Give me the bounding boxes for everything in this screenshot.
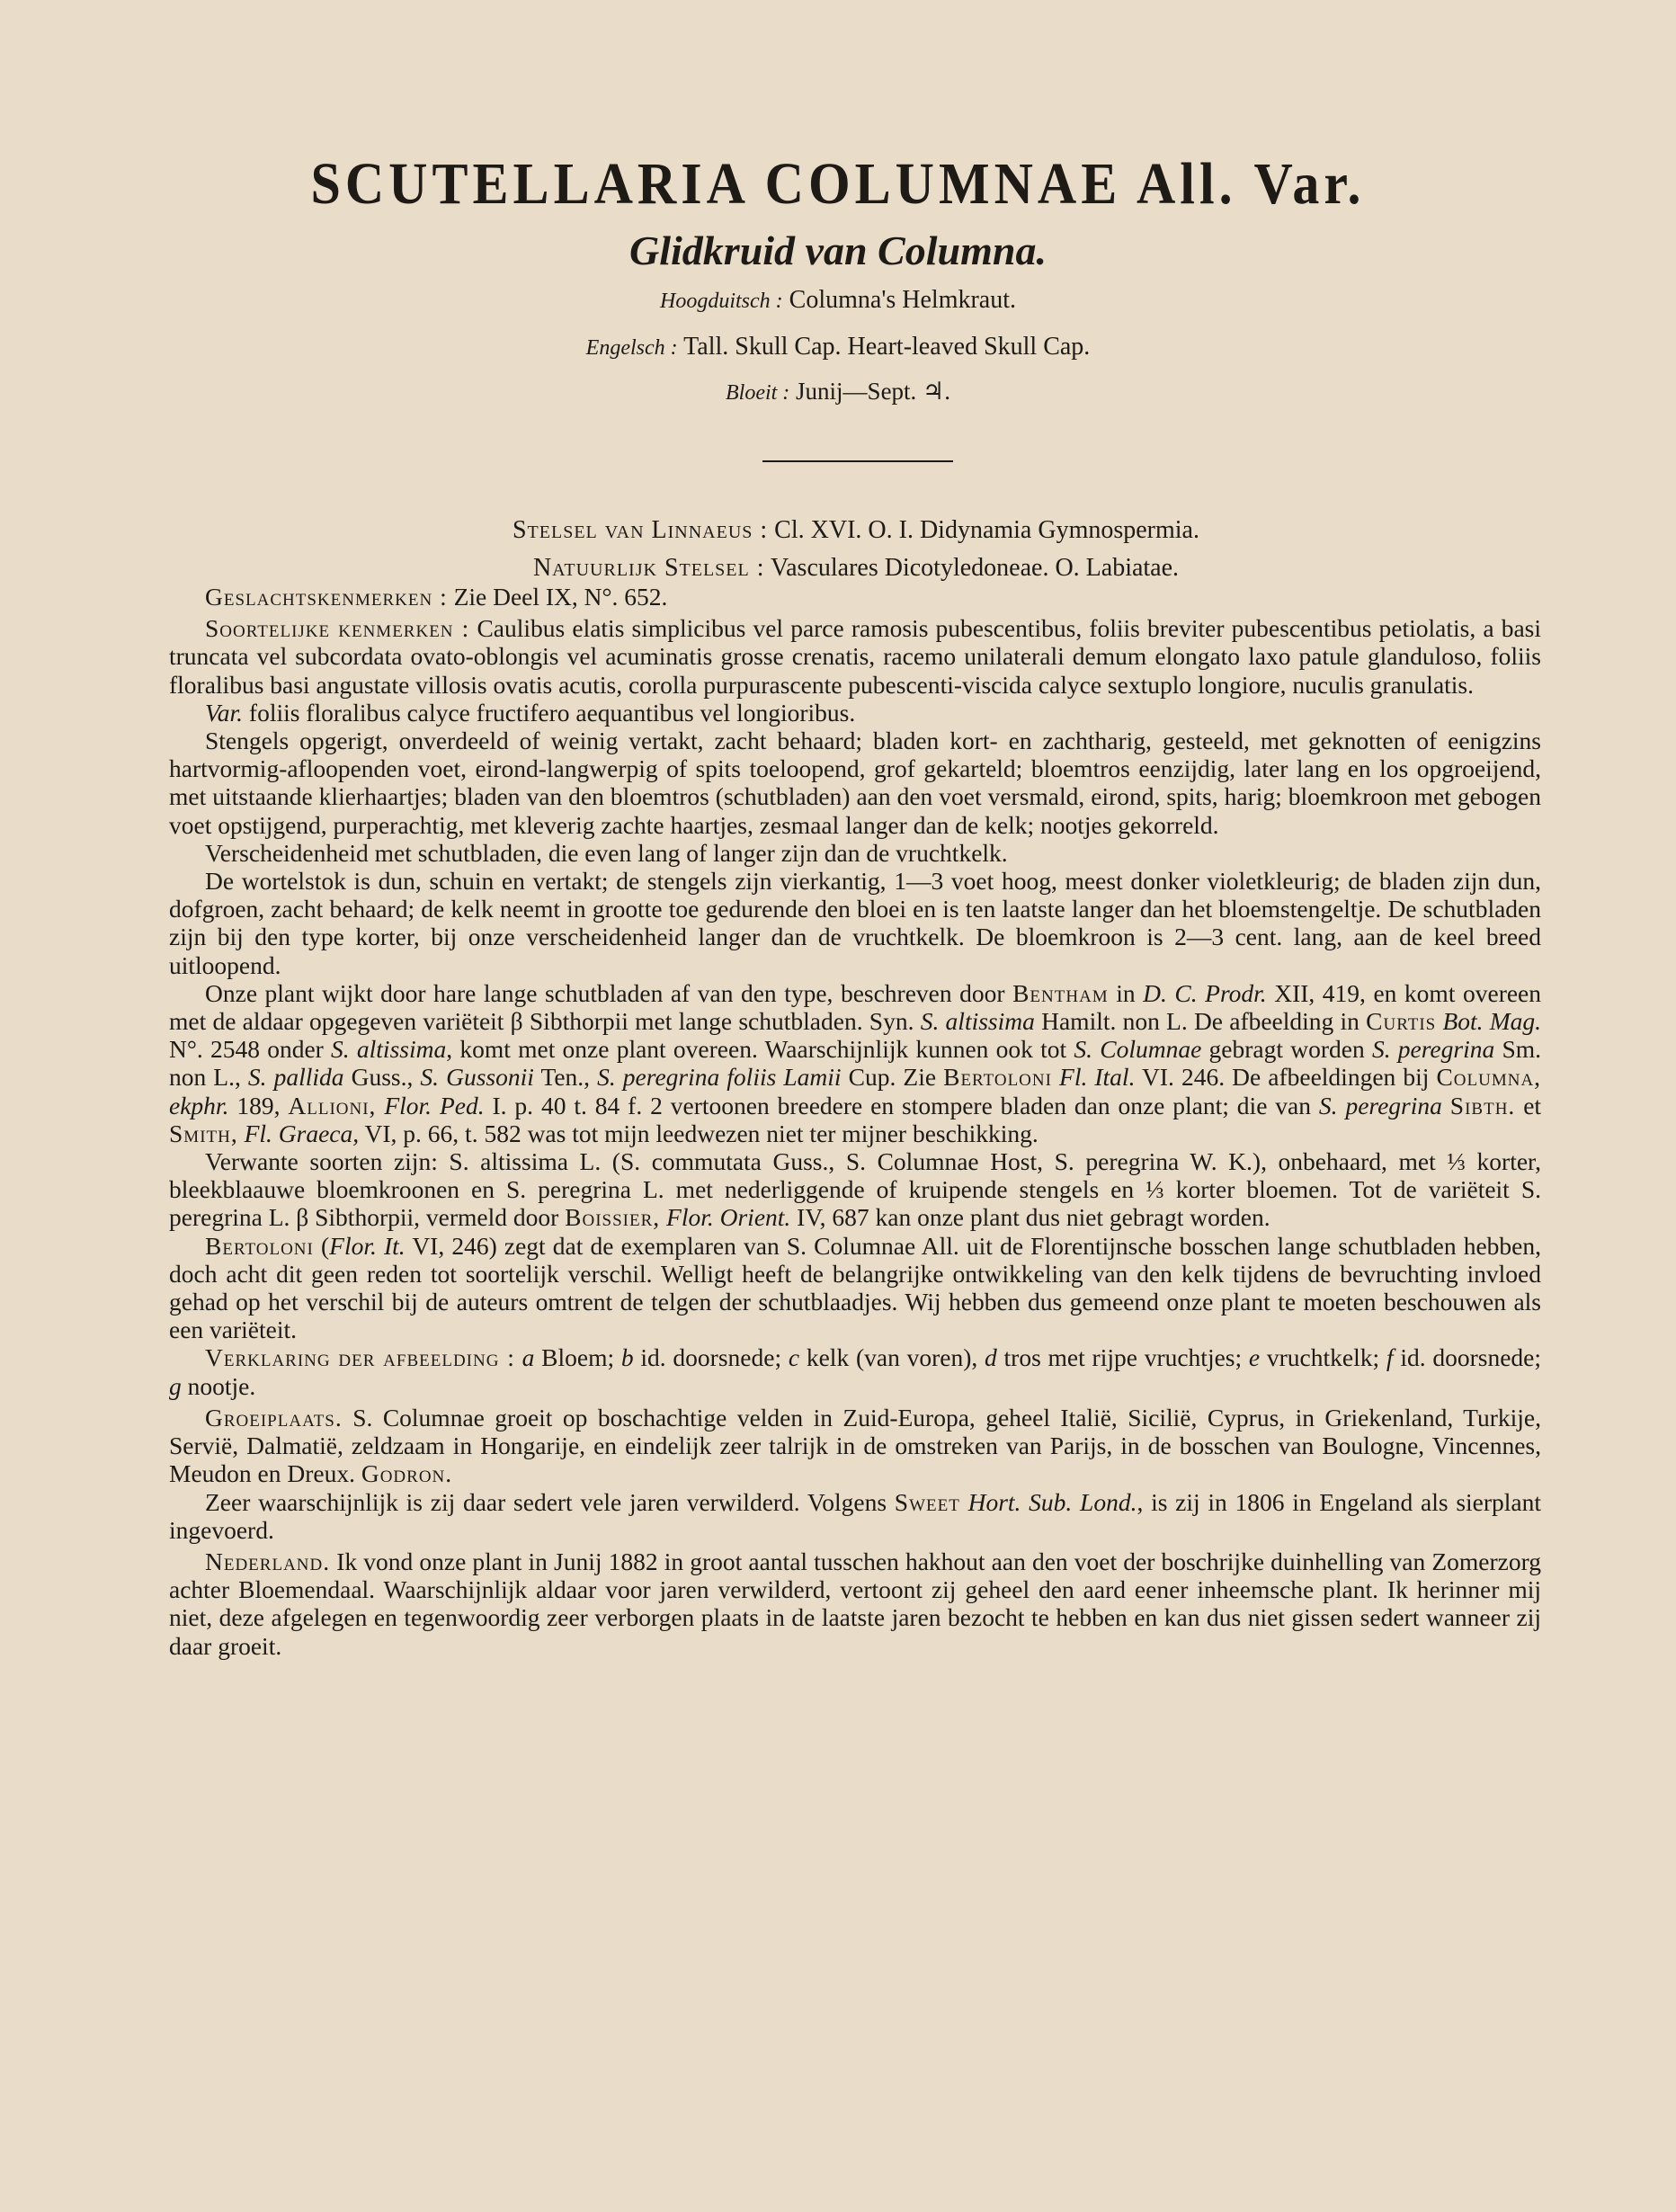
bloom-value: Junij—Sept. ♃. <box>796 378 951 405</box>
reference-title: Bot. Mag. <box>1442 1007 1542 1036</box>
figure-letter: c <box>788 1343 800 1372</box>
text-run: Zeer waarschijnlijk is zij daar sedert vele jaren verwilderd. Volgens <box>205 1487 887 1516</box>
figure-letter: d <box>985 1343 997 1372</box>
related-species-paragraph <box>169 1147 1541 1232</box>
figure-letter: e <box>1248 1343 1261 1372</box>
variety-characters <box>169 699 1541 727</box>
english-name-line <box>0 333 1676 361</box>
text-run: VI. 246. De afbeeldingen bij <box>1142 1063 1430 1092</box>
author-name: Boissier, <box>565 1203 661 1232</box>
habitat-label: Groeiplaats. <box>205 1403 343 1432</box>
natural-system-line <box>0 554 1676 583</box>
author-name: Curtis <box>1366 1007 1437 1036</box>
figure-letter: b <box>620 1343 634 1372</box>
text-run: gebragt worden <box>1208 1035 1365 1064</box>
text-run: IV, 687 kan onze plant dus niet gebragt worden. <box>797 1203 1270 1232</box>
text-run: , is zij in 1806 in Engeland als sierplant ingevoerd. <box>169 1487 1542 1544</box>
text-run: Cup. Zie <box>848 1063 937 1092</box>
author-name: Sweet <box>894 1487 960 1516</box>
reference-title: Flor. Orient. <box>666 1203 791 1232</box>
text-run: Sm. non L., <box>169 1035 1542 1092</box>
author-name: Godron. <box>361 1459 453 1488</box>
text-run: Ik vond onze plant in Junij 1882 in groot aantal tusschen hakhout aan den voet der boschrijke duinhelling van Zomerzorg achter Bloemendaal. Waarschijnlijk aldaar voor jaren verwilderd, vertoont zij geheel den aard eener inheemsche plant. Ik herinner mij niet, deze afgelegen en tegenwoordig zeer verborgen plaats in de laatste jaren bezocht te hebben en kan dus niet gissen sedert wanneer zij daar groeit. <box>169 1547 1542 1660</box>
linnaeus-label: Stelsel van Linnaeus : <box>512 516 769 544</box>
species-characters <box>169 614 1541 699</box>
author-name: Bentham <box>1012 978 1109 1007</box>
natural-label: Natuurlijk Stelsel : <box>532 554 765 582</box>
reference-title: Fl. Graeca, <box>244 1119 360 1147</box>
species-name: S. altissima <box>920 1007 1035 1036</box>
genus-text: Zie Deel IX, N°. 652. <box>453 583 668 611</box>
page-subtitle: Glidkruid van Columna. <box>629 227 1047 273</box>
figure-explanation-label: Verklaring der afbeelding : <box>205 1343 515 1372</box>
text-run: id. doorsnede; <box>1400 1343 1542 1372</box>
figure-letter: g <box>169 1371 182 1400</box>
species-text: Caulibus elatis simplicibus vel parce ramosis pubescentibus, foliis breviter pubescentibus petiolatis, a basi truncata vel subcordata ovato-oblongis vel acuminatis grosse crenatis, racemo unilaterali demum elongato laxo patule glanduloso, foliis floralibus basi angustate villosis ovatis acutis, corolla purpurascente pubescenti-viscida calyce sextuplo longiore, nuculis granulatis. <box>169 614 1542 699</box>
text-run: S. Columnae groeit op boschachtige velden in Zuid-Europa, geheel Italië, Sicilië, Cyprus, in Griekenland, Turkije, Servië, Dalmatië, zeldzaam in Hongarije, en eindelijk zeer talrijk in de omstreken van Parijs, in de bosschen van Boulogne, Vincennes, Meudon en Dreux. <box>169 1403 1542 1488</box>
text-run: et <box>1523 1091 1542 1119</box>
morphology-paragraph: De wortelstok is dun, schuin en vertakt; de stengels zijn vierkantig, 1—3 voet hoog, meest donker violetkleurig; de bladen zijn dun, dofgroen, zacht behaard; de kelk neemt in grootte toe gedurende den bloei en is ten laatste langer dan het bloemstengeltje. De schutbladen zijn bij den type korter, bij onze verscheidenheid langer dan de vruchtkelk. De bloemkroon is 2—3 cent. lang, aan de keel breed uitloopend. <box>169 867 1541 979</box>
species-name: S. pallida <box>247 1063 344 1092</box>
species-name: S. Columnae <box>1074 1035 1202 1064</box>
german-name-line <box>0 286 1676 315</box>
author-name: Bertoloni <box>205 1231 314 1260</box>
text-run: VI, p. 66, t. 582 was tot mijn leedwezen niet ter mijner beschikking. <box>364 1119 1039 1147</box>
text-run: Bloem; <box>541 1343 615 1372</box>
natural-value: Vasculares Dicotyledoneae. O. Labiatae. <box>771 554 1180 582</box>
habitat-paragraph <box>169 1404 1541 1488</box>
bloom-line <box>0 378 1676 406</box>
divider-rule <box>762 460 953 462</box>
linnaeus-system-line <box>0 516 1676 545</box>
text-run: XII, 419, en komt overeen met de aldaar opgegeven variëteit β Sibthorpii met lange schutbladen. Syn. <box>169 978 1542 1036</box>
figure-explanation <box>169 1343 1541 1399</box>
author-name: Bertoloni <box>943 1063 1052 1092</box>
reference-title: Flor. Ped. <box>384 1091 485 1119</box>
text-run: vruchtkelk; <box>1266 1343 1380 1372</box>
reference-title: Fl. Ital. <box>1059 1063 1136 1092</box>
text-run: N°. 2548 onder <box>169 1035 324 1064</box>
figure-letter: f <box>1386 1343 1394 1372</box>
reference-title: Flor. It. <box>329 1231 406 1260</box>
figure-letter: a <box>522 1343 535 1372</box>
species-name: S. peregrina <box>1318 1091 1442 1119</box>
text-run: tros met rijpe vruchtjes; <box>1003 1343 1243 1372</box>
text-run: id. doorsnede; <box>640 1343 782 1372</box>
text-run: VI, 246) zegt dat de exemplaren van S. Columnae All. uit de Florentijnsche bosschen lange schutbladen hebben, doch acht dit geen reden tot soortelijk verschil. Welligt heeft de belangrijke ontwikkeling van den kelk tijdens de bevruchting invloed gehad op het verschil bij de auteurs omtrent de telgen der schutblaadjes. Wij hebben dus gemeend onze plant te moeten beschouwen als een variëteit. <box>169 1231 1541 1344</box>
english-name: Tall. Skull Cap. Heart-leaved Skull Cap. <box>683 333 1091 361</box>
text-run: Guss., <box>351 1063 414 1092</box>
body-text <box>169 583 1541 1660</box>
page-title: SCUTELLARIA COLUMNAE All. Var. <box>310 150 1366 217</box>
text-run: Verwante soorten zijn: S. altissima L. (S. commutata Guss., S. Columnae Host, S. peregrina W. K.), onbehaard, met ⅓ korter, bleekblaauwe bloemkroonen en S. peregrina L. met nederliggende of kruipende stengels en ⅓ korter bloemen. Tot de variëteit S. peregrina L. β Sibthorpii, vermeld door <box>169 1147 1541 1232</box>
bloom-label: Bloeit : <box>725 381 790 405</box>
german-name: Columna's Helmkraut. <box>789 286 1016 314</box>
species-name: S. peregrina foliis Lamii <box>597 1063 842 1092</box>
variety-label: Var. <box>205 698 244 727</box>
text-run: I. p. 40 t. 84 f. 2 vertoonen breedere en stompere bladen dan onze plant; die van <box>492 1091 1312 1119</box>
reference-title: Hort. Sub. Lond. <box>967 1487 1137 1516</box>
netherlands-label: Nederland. <box>205 1547 331 1575</box>
species-name: S. peregrina <box>1371 1035 1495 1064</box>
bertoloni-paragraph: Bertoloni (Flor. It. VI, 246) zegt dat de exemplaren van S. Columnae All. uit de Florentijnsche bosschen lange schutbladen hebben, doch acht dit geen reden tot soortelijk verschil. Welligt heeft de belangrijke ontwikkeling van den kelk tijdens de bevruchting invloed gehad op het verschil bij de auteurs omtrent de telgen der schutblaadjes. Wij hebben dus gemeend onze plant te moeten beschouwen als een variëteit. <box>169 1231 1541 1344</box>
author-name: Sibth. <box>1449 1091 1516 1119</box>
text-run: , komt met onze plant overeen. Waarschijnlijk kunnen ook tot <box>446 1035 1067 1064</box>
species-name: S. Gussonii <box>420 1063 534 1092</box>
comparison-paragraph <box>169 979 1541 1147</box>
dutch-description: Stengels opgerigt, onverdeeld of weinig vertakt, zacht behaard; bladen kort- en zachtharig, gesteeld, met geknotten of eenigzins hartvormig-afloopenden voet, eirond-langwerpig of spits toeloopend, grof gekarteld; bloemtros eenzijdig, later lang en los opgroeijend, met uitstaande klierhaartjes; bladen van den bloemtros (schutbladen) aan den voet versmald, eirond, spits, harig; bloemkroon met gebogen voet opstijgend, purperachtig, met kleverig zachte haartjes, zesmaal langer dan de kelk; nootjes gekorreld. <box>169 727 1541 839</box>
naturalization-paragraph <box>169 1488 1541 1544</box>
text-run: Onze plant wijkt door hare lange schutbladen af van den type, beschreven door <box>205 978 1005 1007</box>
text-run: Ten., <box>540 1063 591 1092</box>
author-name: Smith, <box>169 1119 238 1147</box>
linnaeus-value: Cl. XVI. O. I. Didynamia Gymnospermia. <box>774 516 1199 544</box>
variety-text: foliis floralibus calyce fructifero aequantibus vel longioribus. <box>248 698 856 727</box>
variety-description: Verscheidenheid met schutbladen, die even lang of langer zijn dan de vruchtkelk. <box>205 838 1008 867</box>
reference-title: D. C. Prodr. <box>1143 978 1267 1007</box>
text-run: Hamilt. non L. De afbeelding in <box>1041 1007 1360 1036</box>
text-run: kelk (van voren), <box>806 1343 978 1372</box>
author-name: Allioni, <box>288 1091 377 1119</box>
genus-label: Geslachtskenmerken : <box>205 583 448 611</box>
author-name: Columna, <box>1436 1063 1542 1092</box>
species-name: S. altissima <box>331 1035 447 1064</box>
text-run: nootje. <box>187 1371 256 1400</box>
text-run: in <box>1116 978 1136 1007</box>
genus-characters <box>169 583 1541 611</box>
german-label: Hoogduitsch : <box>660 290 783 313</box>
text-run: 189, <box>236 1091 281 1119</box>
reference-title: ekphr. <box>169 1091 229 1119</box>
netherlands-paragraph <box>169 1548 1541 1660</box>
english-label: Engelsch : <box>585 336 678 360</box>
species-label: Soortelijke kenmerken : <box>205 614 470 643</box>
